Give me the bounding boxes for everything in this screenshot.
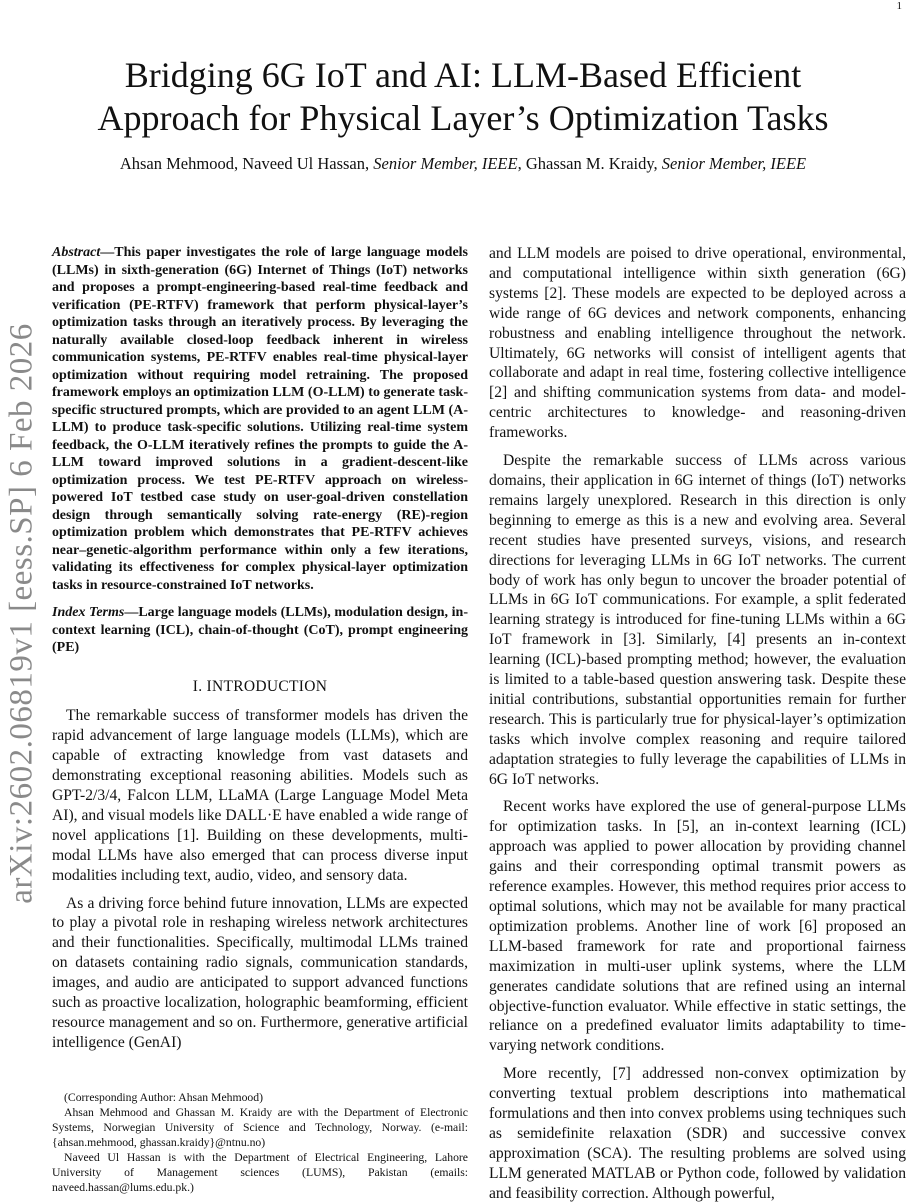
footnotes bbox=[52, 1090, 468, 1195]
page-number: 1 bbox=[896, 0, 902, 12]
arxiv-watermark: arXiv:2602.06819v1 [eess.SP] 6 Feb 2026 bbox=[3, 323, 40, 904]
footnote: Ahsan Mehmood and Ghassan M. Kraidy are with the Department of Electronic Systems, Norwegian University of Science and Technology, Norway. (e-mail:{ahsan.mehmood, ghassan.kraidy}@ntnu.no) bbox=[52, 1106, 468, 1149]
body-paragraph: More recently, [7] addressed non-convex optimization by converting textual problem descriptions into mathematical formulations and then into convex problems using techniques such as semidefinite relaxation (SDR) and successive convex approximation (SCA). The resulting problems are solved using LLM generated MATLAB or Python code, followed by validation and feasibility correction. Although powerful, bbox=[489, 1065, 906, 1202]
body-paragraph: Despite the remarkable success of LLMs across various domains, their application in 6G internet of things (IoT) networks remains largely unexplored. Research in this direction is only beginning to emerge as this is a new and evolving area. Several recent studies have presented surveys, visions, and research directions for leveraging LLMs in 6G IoT networks. The current body of work has only begun to uncover the broader potential of LLMs in 6G IoT communications. For example, a split federated learning strategy is introduced for fine-tuning LLMs within a 6G IoT framework in [3]. Similarly, [4] presents an in-context learning (ICL)-based prompting method; however, the evaluation is limited to a table-based question answering task. Despite these initial contributions, substantial opportunities remain for further research. This is particularly true for physical-layer’s optimization tasks which involve complex reasoning and require tailored adaptation strategies to fully leverage the capabilities of LLMs in 6G IoT networks. bbox=[489, 452, 906, 788]
body-paragraph: The remarkable success of transformer models has driven the rapid advancement of large language models (LLMs), which are capable of extracting knowledge from vast datasets and demonstrating exceptional reasoning abilities. Models such as GPT-2/3/4, Falcon LLM, LLaMA (Large Language Model Meta AI), and visual models like DALL·E have enabled a wide range of novel applications [1]. Building on these developments, multi-modal LLMs have also emerged that can process diverse input modalities including text, audio, video, and sensory data. bbox=[52, 707, 468, 884]
member-title-1: Senior Member, IEEE bbox=[373, 154, 518, 173]
abstract bbox=[52, 244, 468, 594]
index-terms-label: Index Terms bbox=[52, 605, 125, 620]
paper-title bbox=[40, 54, 886, 140]
body-paragraph: and LLM models are poised to drive operational, environmental, and computational intelligence within sixth generation (6G) systems [2]. These models are expected to be deployed across a wide range of 6G devices and network components, enhancing robustness and enabling intelligence throughout the network. Ultimately, 6G networks will consist of intelligent agents that collaborate and adapt in real time, fostering collective intelligence [2] and shifting communication systems from data- and model-centric architectures to knowledge- and reasoning-driven frameworks. bbox=[489, 245, 906, 442]
section-heading: I. INTRODUCTION bbox=[192, 677, 328, 695]
footnote: (Corresponding Author: Ahsan Mehmood) bbox=[64, 1091, 263, 1104]
right-column bbox=[489, 244, 906, 1204]
authors-part-1: Ahsan Mehmood, Naveed Ul Hassan, bbox=[119, 154, 374, 173]
member-title-2: Senior Member, IEEE bbox=[661, 154, 807, 173]
index-terms bbox=[52, 604, 468, 657]
abstract-text: —This paper investigates the role of large language models (LLMs) in sixth-generation (6G) Internet of Things (IoT) networks and proposes a prompt-engineering-based real-time feedback and verification (PE-RTFV) framework that perform physical-layer’s optimization tasks through an iteratively process. By leveraging the naturally available closed-loop feedback inherent in wireless communication systems, PE-RTFV enables real-time physical-layer optimization without requiring model retraining. The proposed framework employs an optimization LLM (O-LLM) to generate task-specific structured prompts, which are provided to an agent LLM (A-LLM) to produce task-specific solutions. Utilizing real-time system feedback, the O-LLM iteratively refines the prompts to guide the A-LLM toward improved solutions in a gradient-descent-like optimization process. We test PE-RTFV approach on wireless-powered IoT testbed case study on user-goal-driven constellation design through semantically solving rate-energy (RE)-region optimization problem which demonstrates that PE-RTFV achieves near–genetic-algorithm performance within only a few iterations, validating its effectiveness for complex physical-layer optimization tasks in resource-constrained IoT networks. bbox=[52, 245, 468, 593]
body-paragraph: Recent works have explored the use of general-purpose LLMs for optimization tasks. In [5], an in-context learning (ICL) approach was applied to power allocation by providing channel gains and their corresponding optimal transmit powers as reference examples. However, this method requires prior access to optimal solutions, which may not be available for many practical optimization problems. Another line of work [6] proposed an LLM-based framework for rate and proportional fairness maximization in multi-user uplink systems, where the LLM generates candidate solutions that are refined using an internal objective-function evaluator. While effective in static settings, the reliance on a predefined evaluator limits adaptability to time-varying network conditions. bbox=[489, 798, 906, 1055]
title-line-2: Approach for Physical Layer’s Optimization Tasks bbox=[97, 98, 829, 138]
left-column bbox=[52, 244, 468, 1053]
abstract-label: Abstract bbox=[52, 245, 101, 260]
author-list bbox=[40, 154, 886, 174]
footnote: Naveed Ul Hassan is with the Department of Electrical Engineering, Lahore University of Management sciences (LUMS), Pakistan (emails: naveed.hassan@lums.edu.pk.) bbox=[52, 1151, 468, 1194]
index-terms-text: —Large language models (LLMs), modulation design, in-context learning (ICL), chain-of-thought (CoT), prompt engineering (PE) bbox=[52, 605, 468, 655]
authors-part-2: , Ghassan M. Kraidy, bbox=[517, 154, 662, 173]
title-line-1: Bridging 6G IoT and AI: LLM-Based Efficient bbox=[124, 55, 802, 95]
body-paragraph: As a driving force behind future innovation, LLMs are expected to play a pivotal role in reshaping wireless network architectures and their functionalities. Specifically, multimodal LLMs trained on datasets containing radio signals, communication standards, images, and audio are anticipated to support advanced functions such as proactive localization, holographic beamforming, efficient resource management and so on. Furthermore, generative artificial intelligence (GenAI) bbox=[52, 894, 468, 1051]
